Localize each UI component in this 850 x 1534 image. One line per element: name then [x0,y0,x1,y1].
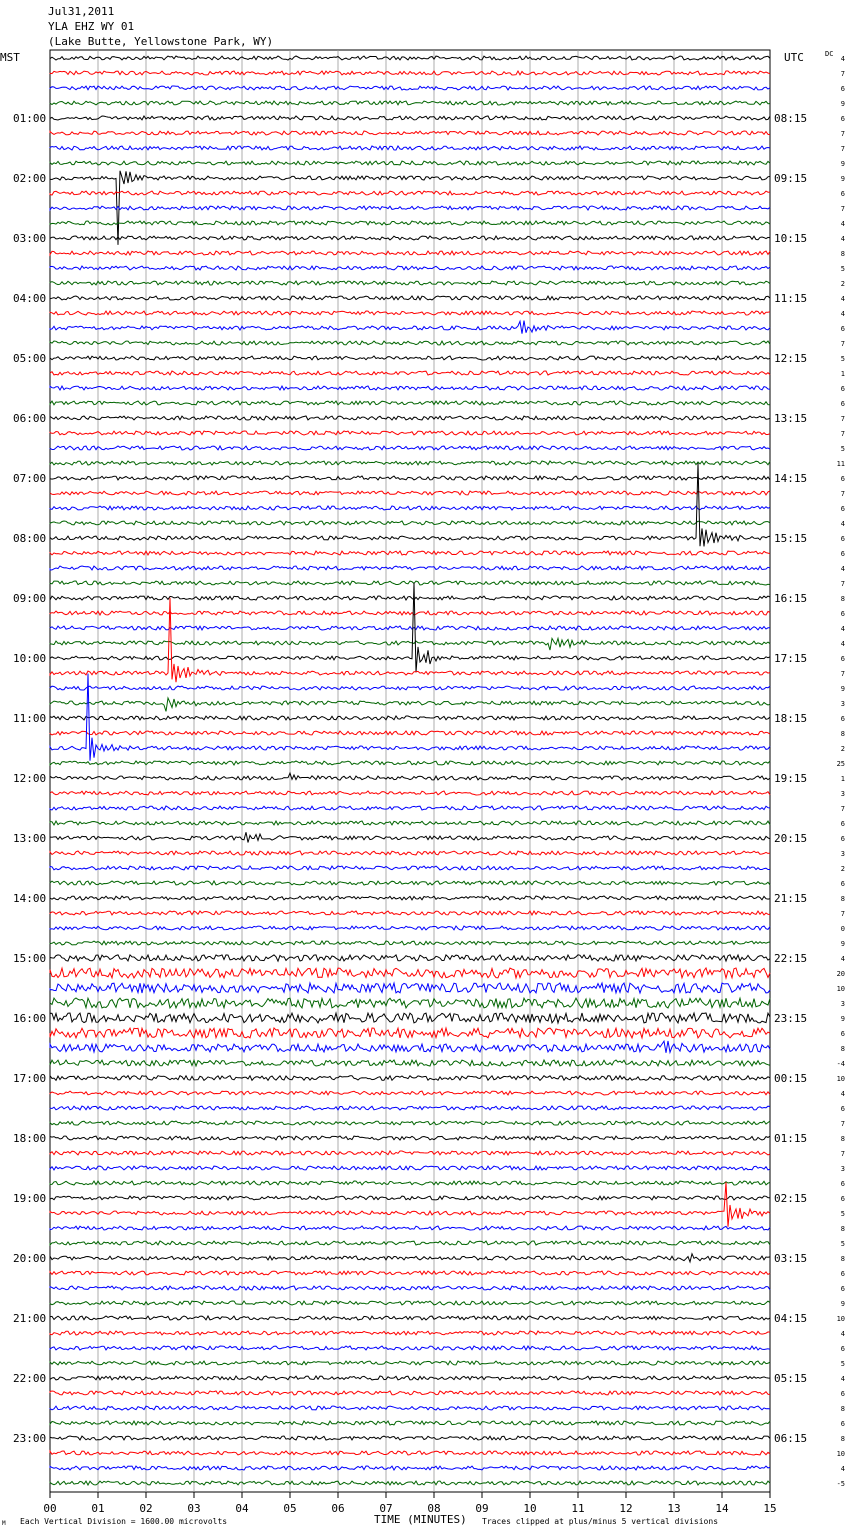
left-hour-label: 03:00 [13,232,47,245]
seismic-trace [50,1254,770,1262]
dc-offset-value: 7 [840,130,845,138]
dc-offset-value: 4 [840,55,845,63]
left-hour-label: 01:00 [13,112,47,125]
seismic-trace [50,1106,770,1110]
dc-offset-value: 0 [840,925,845,933]
right-hour-label: 11:15 [774,292,808,305]
seismic-trace [50,371,770,375]
left-hour-label: 20:00 [13,1252,47,1265]
dc-offset-value: 3 [840,850,845,858]
left-hour-label: 16:00 [13,1012,47,1025]
dc-offset-value: 6 [840,1420,845,1428]
right-hour-label: 17:15 [774,652,808,665]
dc-offset-value: 6 [840,190,845,198]
left-hour-label: 02:00 [13,172,47,185]
left-hour-label: 06:00 [13,412,47,425]
dc-offset-value: 5 [840,1210,845,1218]
seismic-trace [50,463,770,546]
dc-offset-value: 3 [840,1165,845,1173]
seismic-trace [50,596,770,600]
dc-offset-value: 7 [840,910,845,918]
station-code: YLA EHZ WY 01 [48,20,135,33]
seismic-trace [50,1241,770,1245]
dc-offset-value: 4 [840,520,845,528]
dc-offset-value: 6 [840,475,845,483]
seismic-trace [50,161,770,165]
right-hour-label: 22:15 [774,952,808,965]
seismic-trace [50,1301,770,1305]
dc-offset-value: 4 [840,1090,845,1098]
x-tick-label: 09 [475,1502,489,1515]
seismic-trace [50,1451,770,1455]
dc-offset-value: 8 [840,730,845,738]
seismic-trace [50,101,770,105]
seismic-trace [50,1346,770,1350]
dc-offset-value: 1 [840,775,845,783]
seismic-trace [50,638,770,650]
seismic-trace [50,1121,770,1125]
dc-offset-value: 2 [840,745,845,753]
seismic-trace [50,1136,770,1140]
dc-offset-value: 7 [840,430,845,438]
dc-offset-value: 6 [840,835,845,843]
seismic-trace [50,1286,770,1290]
dc-offset-value: 6 [840,325,845,333]
seismic-trace [50,1361,770,1365]
seismic-trace [50,761,770,765]
seismic-trace [50,1316,770,1320]
dc-offset-value: 4 [840,220,845,228]
seismic-trace [50,698,770,711]
dc-offset-value: 8 [840,250,845,258]
dc-offset-value: 7 [840,1150,845,1158]
left-hour-label: 23:00 [13,1432,47,1445]
seismic-trace [50,998,770,1008]
dc-offset-value: 4 [840,310,845,318]
right-hour-label: 16:15 [774,592,808,605]
dc-offset-value: 9 [840,100,845,108]
x-tick-label: 14 [715,1502,729,1515]
dc-offset-value: 8 [840,1405,845,1413]
dc-offset-value: 10 [836,985,845,993]
dc-offset-value: 4 [840,1465,845,1473]
dc-offset-value: 6 [840,400,845,408]
dc-offset-value: 7 [840,490,845,498]
dc-offset-value: -4 [836,1060,845,1068]
x-tick-label: 02 [139,1502,153,1515]
dc-offset-value: 4 [840,625,845,633]
seismic-trace [50,1406,770,1410]
right-hour-label: 04:15 [774,1312,808,1325]
dc-offset-value: 6 [840,535,845,543]
x-tick-label: 13 [667,1502,681,1515]
seismic-trace [50,521,770,525]
dc-offset-value: 8 [840,1135,845,1143]
seismic-trace [50,321,770,334]
dc-offset-value: 6 [840,820,845,828]
left-hour-label: 07:00 [13,472,47,485]
right-hour-label: 06:15 [774,1432,808,1445]
right-hour-label: 19:15 [774,772,808,785]
seismic-trace [50,1466,770,1470]
seismic-trace [50,598,770,682]
dc-offset-value: 7 [840,1120,845,1128]
seismic-trace [50,296,770,300]
seismic-trace [50,731,770,735]
dc-offset-value: 6 [840,550,845,558]
seismic-trace [50,311,770,315]
dc-offset-value: 4 [840,235,845,243]
left-hour-label: 11:00 [13,712,47,725]
seismic-trace [50,1436,770,1440]
seismic-trace [50,1013,770,1023]
seismic-trace [50,1091,770,1095]
seismic-trace [50,131,770,135]
dc-offset-value: 10 [836,1075,845,1083]
seismic-trace [50,461,770,465]
seismic-trace [50,1166,770,1170]
dc-offset-value: 7 [840,670,845,678]
dc-offset-value: 4 [840,955,845,963]
dc-offset-value: 6 [840,1195,845,1203]
dc-offset-value: 3 [840,1000,845,1008]
dc-offset-value: 9 [840,175,845,183]
seismic-trace [50,491,770,495]
seismic-trace [50,1060,770,1066]
left-hour-label: 18:00 [13,1132,47,1145]
seismic-trace [50,446,770,450]
seismic-trace [50,146,770,150]
dc-offset-value: 4 [840,565,845,573]
dc-offset-value: 8 [840,1045,845,1053]
dc-offset-value: -5 [836,1480,845,1488]
left-zone-label: MST [0,51,20,64]
seismic-trace [50,581,770,585]
dc-offset-value: 9 [840,1300,845,1308]
seismic-trace [50,911,770,915]
seismic-trace [50,955,770,961]
seismic-trace [50,221,770,225]
dc-offset-value: 6 [840,715,845,723]
dc-offset-value: 4 [840,295,845,303]
dc-offset-value: 11 [836,460,845,468]
x-axis-title: TIME (MINUTES) [374,1513,467,1526]
x-tick-label: 10 [523,1502,537,1515]
seismic-trace [50,896,770,900]
seismic-trace [50,431,770,435]
station-location: (Lake Butte, Yellowstone Park, WY) [48,35,274,48]
right-zone-label: UTC [784,51,804,64]
left-hour-label: 17:00 [13,1072,47,1085]
dc-offset-value: 2 [840,865,845,873]
dc-offset-value: 3 [840,700,845,708]
seismic-trace [50,1076,770,1081]
seismic-trace [50,791,770,795]
dc-offset-value: 6 [840,655,845,663]
left-hour-label: 04:00 [13,292,47,305]
dc-offset-value: 25 [836,760,845,768]
right-hour-label: 02:15 [774,1192,808,1205]
clipping-note: Traces clipped at plus/minus 5 vertical divisions [482,1517,719,1526]
seismic-trace [50,806,770,810]
seismic-trace [50,251,770,255]
dc-offset-value: 2 [840,280,845,288]
seismic-trace [50,191,770,195]
seismic-trace [50,356,770,360]
left-hour-label: 08:00 [13,532,47,545]
x-tick-label: 06 [331,1502,345,1515]
left-hour-label: 13:00 [13,832,47,845]
seismic-trace [50,281,770,285]
seismic-trace [50,1182,770,1227]
dc-offset-value: 4 [840,1330,845,1338]
dc-offset-value: 6 [840,115,845,123]
dc-offset-value: 8 [840,1225,845,1233]
seismic-trace [50,716,770,720]
dc-offset-value: 7 [840,580,845,588]
dc-offset-value: 8 [840,1255,845,1263]
left-hour-label: 14:00 [13,892,47,905]
dc-offset-value: 10 [836,1450,845,1458]
dc-offset-value: 6 [840,1270,845,1278]
seismic-trace [50,1041,770,1053]
seismic-trace [50,506,770,510]
seismic-trace [50,266,770,270]
dc-offset-value: 3 [840,790,845,798]
seismic-trace [50,566,770,570]
dc-offset-value: 6 [840,1285,845,1293]
x-tick-label: 15 [763,1502,777,1515]
right-hour-label: 01:15 [774,1132,808,1145]
dc-offset-value: 7 [840,415,845,423]
dc-offset-value: 6 [840,505,845,513]
x-tick-label: 01 [91,1502,105,1515]
dc-offset-value: 6 [840,610,845,618]
seismic-trace [50,1481,770,1485]
seismic-trace [50,341,770,345]
dc-offset-value: 4 [840,1375,845,1383]
dc-offset-value: 1 [840,370,845,378]
seismic-trace [50,1376,770,1380]
seismic-trace [50,236,770,240]
left-hour-label: 21:00 [13,1312,47,1325]
seismic-trace [50,116,770,120]
seismic-trace [50,1151,770,1155]
left-hour-label: 12:00 [13,772,47,785]
seismic-trace [50,1271,770,1275]
seismic-trace [50,968,770,978]
dc-offset-value: 7 [840,805,845,813]
seismic-trace [50,1331,770,1335]
dc-offset-value: 6 [840,1030,845,1038]
right-hour-label: 00:15 [774,1072,808,1085]
dc-offset-value: 7 [840,145,845,153]
seismic-trace [50,1421,770,1425]
seismic-trace [50,416,770,420]
x-tick-label: 11 [571,1502,585,1515]
dc-offset-value: 7 [840,70,845,78]
x-tick-label: 03 [187,1502,201,1515]
right-hour-label: 13:15 [774,412,808,425]
right-hour-label: 12:15 [774,352,808,365]
seismic-trace [50,611,770,615]
seismic-trace [50,773,770,780]
seismic-trace [50,551,770,555]
seismic-trace [50,926,770,930]
seismic-trace [50,866,770,870]
left-hour-label: 10:00 [13,652,47,665]
seismic-trace [50,1226,770,1230]
dc-offset-value: 8 [840,1435,845,1443]
seismic-trace [50,983,770,993]
footer-mark: M [2,1520,6,1527]
x-tick-label: 07 [379,1502,393,1515]
seismic-trace [50,386,770,390]
right-hour-label: 10:15 [774,232,808,245]
seismic-trace [50,86,770,90]
dc-offset-value: 5 [840,1360,845,1368]
x-tick-label: 08 [427,1502,441,1515]
right-hour-label: 03:15 [774,1252,808,1265]
seismic-trace [50,71,770,75]
seismic-trace [50,1391,770,1395]
right-hour-label: 18:15 [774,712,808,725]
dc-offset-value: 6 [840,1345,845,1353]
dc-offset-value: 6 [840,385,845,393]
dc-offset-value: 5 [840,265,845,273]
seismic-trace [50,401,770,405]
dc-offset-value: 9 [840,160,845,168]
seismic-trace [50,476,770,480]
seismic-trace [50,881,770,885]
left-hour-label: 09:00 [13,592,47,605]
right-hour-label: 08:15 [774,112,808,125]
right-hour-label: 05:15 [774,1372,808,1385]
seismic-trace [50,206,770,210]
dc-offset-value: 4 [840,640,845,648]
dc-offset-value: 9 [840,1015,845,1023]
seismic-trace [50,1028,770,1038]
dc-offset-value: 8 [840,895,845,903]
seismic-trace [50,1181,770,1185]
dc-offset-value: 6 [840,85,845,93]
dc-header-label: DC [825,50,834,58]
x-tick-label: 12 [619,1502,633,1515]
right-hour-label: 20:15 [774,832,808,845]
seismic-trace [50,821,770,825]
left-hour-label: 15:00 [13,952,47,965]
vertical-division-note: Each Vertical Division = 1600.00 microvolts [20,1517,228,1526]
dc-offset-value: 6 [840,1180,845,1188]
seismic-trace [50,626,770,630]
left-hour-label: 22:00 [13,1372,47,1385]
dc-offset-value: 5 [840,1240,845,1248]
x-tick-label: 05 [283,1502,297,1515]
dc-offset-value: 10 [836,1315,845,1323]
dc-offset-value: 9 [840,685,845,693]
right-hour-label: 23:15 [774,1012,808,1025]
left-hour-label: 19:00 [13,1192,47,1205]
right-hour-label: 21:15 [774,892,808,905]
dc-offset-value: 8 [840,595,845,603]
dc-offset-value: 6 [840,880,845,888]
dc-offset-value: 6 [840,1105,845,1113]
seismic-trace [50,832,770,842]
dc-offset-value: 9 [840,940,845,948]
right-hour-label: 09:15 [774,172,808,185]
seismic-trace [50,1196,770,1200]
dc-offset-value: 5 [840,355,845,363]
x-tick-label: 00 [43,1502,57,1515]
seismic-trace [50,941,770,945]
left-hour-label: 05:00 [13,352,47,365]
seismic-trace [50,56,770,60]
dc-offset-value: 20 [836,970,845,978]
right-hour-label: 15:15 [774,532,808,545]
x-tick-label: 04 [235,1502,249,1515]
seismic-trace [50,851,770,855]
plot-date: Jul31,2011 [48,5,115,18]
seismic-trace [50,686,770,690]
dc-offset-value: 7 [840,340,845,348]
dc-offset-value: 6 [840,1390,845,1398]
dc-offset-value: 7 [840,205,845,213]
right-hour-label: 14:15 [774,472,808,485]
dc-offset-value: 5 [840,445,845,453]
